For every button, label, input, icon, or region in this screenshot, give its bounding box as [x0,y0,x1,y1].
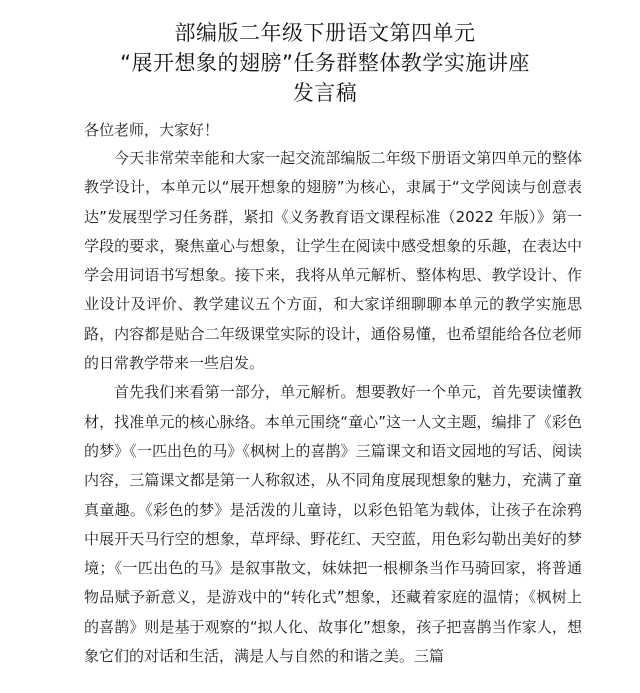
title-line-2: “展开想象的翅膀”任务群整体教学实施讲座 [120,51,530,75]
greeting: 各位老师，大家好！ [84,121,220,139]
title-line-3: 发言稿 [292,81,358,105]
paragraph-unit-analysis: 首先我们来看第一部分，单元解析。想要教好一个单元，首先要读懂教材，找准单元的核心脉络。本单元围绕“童心”这一人文主题，编排了《彩色的梦》《一匹出色的马》《枫树上的喜鹊》三篇课文和语文园地的写话、阅读内容，三篇课文都是第一人称叙述，从不同角度展现想象的魅力，充满了童真童趣。《彩色的梦》是活泼的儿童诗，以彩色铅笔为载体，让孩子在涂鸦中展开天马行空的想象，草坪绿、野花红、天空蓝，用色彩勾勒出美好的梦境；《一匹出色的马》是叙事散文，妹妹把一根柳条当作马骑回家，将普通物品赋予新意义，是游戏中的“转化式”想象，还藏着家庭的温情；《枫树上的喜鹊》则是基于观察的“拟人化、故事化”想象，孩子把喜鹊当作家人，想象它们的对话和生活，满是人与自然的和谐之美。三篇 [84,383,582,666]
title-line-1: 部编版二年级下册语文第四单元 [174,21,476,45]
paragraph-intro: 今天非常荣幸能和大家一起交流部编版二年级下册语文第四单元的整体教学设计，本单元以“展开想象的翅膀”为核心，隶属于“文学阅读与创意表达”发展型学习任务群，紧扣《义务教育语文课程标准（2022 年版）》第一学段的要求，聚焦童心与想象，让学生在阅读中感受想象的乐趣，在表达中学会用词语书写想象。接下来，我将从单元解析、整体构思、教学设计、作业设计及评价、教学建议五个方面，和大家详细聊聊本单元的教学实施思路，内容都是贴合二年级课堂实际的设计，通俗易懂，也希望能给各位老师的日常教学带来一些启发。 [84,149,582,373]
document-title [68,18,582,108]
